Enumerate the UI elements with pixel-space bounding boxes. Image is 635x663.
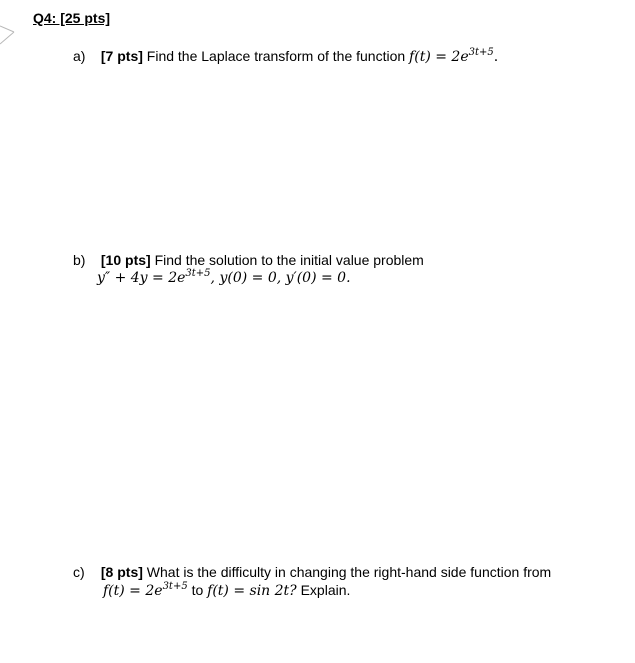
part-a-formula: $f(t) = 2e^{3t+5}$. — [409, 47, 499, 65]
margin-mark-decoration — [0, 20, 20, 80]
part-a-label: a) — [73, 48, 86, 64]
part-c-formula: $f(t) = 2e^{3t+5}$ — [103, 581, 188, 599]
part-c-points: [8 pts] — [100, 564, 143, 580]
part-b-label: b) — [73, 252, 86, 268]
part-c-line2 — [103, 582, 350, 599]
part-c-formula2: f(t) = sin 2t? — [207, 583, 297, 599]
part-c-text: What is the difficulty in changing the right-hand side function from — [146, 564, 552, 580]
question-title: Q4: [25 pts] — [33, 10, 111, 26]
part-c-mid-text: to — [191, 582, 204, 598]
part-b — [73, 252, 424, 268]
part-a — [73, 48, 498, 65]
part-a-points: [7 pts] — [100, 48, 143, 64]
part-c-label: c) — [73, 564, 85, 580]
part-c — [73, 564, 551, 580]
part-c-tail-text: Explain. — [300, 582, 351, 598]
part-a-text: Find the Laplace transform of the function — [146, 48, 406, 64]
part-b-points: [10 pts] — [100, 252, 151, 268]
part-b-text: Find the solution to the initial value problem — [154, 252, 424, 268]
part-b-formula: $y'' + 4y = 2e^{3t+5}$, y(0) = 0, y′(0) = 0. — [97, 268, 351, 286]
